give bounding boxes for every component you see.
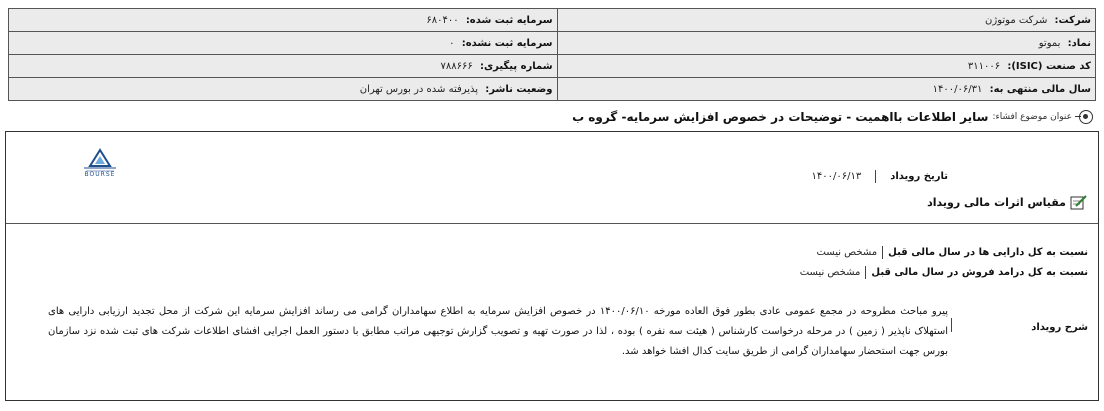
revenue-ratio-label: نسبت به کل درامد فروش در سال مالی قبل	[871, 267, 1088, 278]
unregistered-capital-label: سرمایه ثبت نشده:	[461, 37, 553, 49]
fiscal-year-cell	[557, 78, 1095, 101]
impact-header	[927, 194, 1088, 210]
edit-note-icon	[1070, 194, 1088, 210]
company-cell	[557, 9, 1095, 32]
publisher-status-value: پذیرفته شده در بورس تهران	[359, 83, 479, 95]
impact-title: مقیاس اثرات مالی رویداد	[927, 195, 1066, 209]
section-divider	[6, 223, 1098, 224]
industry-code-label: کد صنعت (ISIC):	[1007, 60, 1091, 72]
company-label: شرکت:	[1054, 14, 1091, 26]
tracking-number-value: ۷۸۸۶۶۶	[440, 60, 473, 72]
symbol-cell	[557, 32, 1095, 55]
tracking-number-label: شماره پیگیری:	[479, 60, 553, 72]
description-separator	[951, 318, 952, 332]
event-date-value: ۱۴۰۰/۰۶/۱۳	[811, 171, 862, 182]
symbol-label: نماد:	[1067, 37, 1091, 49]
publisher-status-cell	[9, 78, 558, 101]
assets-ratio-label: نسبت به کل دارایی ها در سال مالی قبل	[888, 247, 1088, 258]
publisher-status-label: وضعیت ناشر:	[485, 83, 553, 95]
revenue-ratio-row	[800, 266, 1088, 279]
symbol-value: بموتو	[1038, 37, 1061, 49]
logo-text: BOURSE	[84, 171, 116, 178]
assets-ratio-row	[816, 246, 1088, 259]
unregistered-capital-value: ۰	[449, 37, 455, 49]
registered-capital-label: سرمایه ثبت شده:	[465, 14, 553, 26]
company-value: شرکت موتوژن	[985, 14, 1048, 26]
description-text: پیرو مباحث مطروحه در مجمع عمومی عادی بطور فوق العاده مورخه ۱۴۰۰/۰۶/۱۰ در خصوص افزایش سرمایه به اطلاع سهامداران گرامی می رساند افزایش سرمایه این شرکت از محل تجدید ارزیابی دارایی های استهلاک ناپذیر ( زمین ) در مرحله درخواست کارشناس ( هیئت سه نفره ) بوده ، لذا در صورت تهیه و تصویب گزارش توجیهی مراتب مطابق با دستور العمل اجرایی افشای اطلاعات شرکت های ثبت شده نزد سازمان بورس جهت استحضار سهامداران گرامی از طریق سایت کدال افشا خواهد شد.	[48, 306, 948, 357]
subject-label: عنوان موضوع افشاء:	[992, 112, 1072, 122]
tracking-number-cell	[9, 55, 558, 78]
company-info-table	[8, 8, 1096, 101]
event-date-label: تاریخ رویداد	[890, 171, 948, 182]
subject-line	[572, 110, 1096, 124]
fiscal-year-label: سال مالی منتهی به:	[989, 83, 1091, 95]
industry-code-cell	[557, 55, 1095, 78]
event-panel	[5, 131, 1099, 401]
registered-capital-value: ۶۸۰۴۰۰	[426, 14, 459, 26]
description-label: شرح رویداد	[1031, 322, 1088, 333]
bullet-icon	[1076, 110, 1096, 124]
bourse-logo-icon	[76, 148, 124, 176]
fiscal-year-value: ۱۴۰۰/۰۶/۳۱	[932, 83, 983, 95]
subject-title: سایر اطلاعات بااهمیت - توضیحات در خصوص افزایش سرمایه- گروه ب	[572, 110, 989, 124]
unregistered-capital-cell	[9, 32, 558, 55]
registered-capital-cell	[9, 9, 558, 32]
industry-code-value: ۳۱۱۰۰۶	[967, 60, 1001, 72]
assets-ratio-value: مشخص نیست	[816, 247, 878, 258]
revenue-ratio-value: مشخص نیست	[799, 267, 861, 278]
event-date-row	[812, 170, 949, 183]
